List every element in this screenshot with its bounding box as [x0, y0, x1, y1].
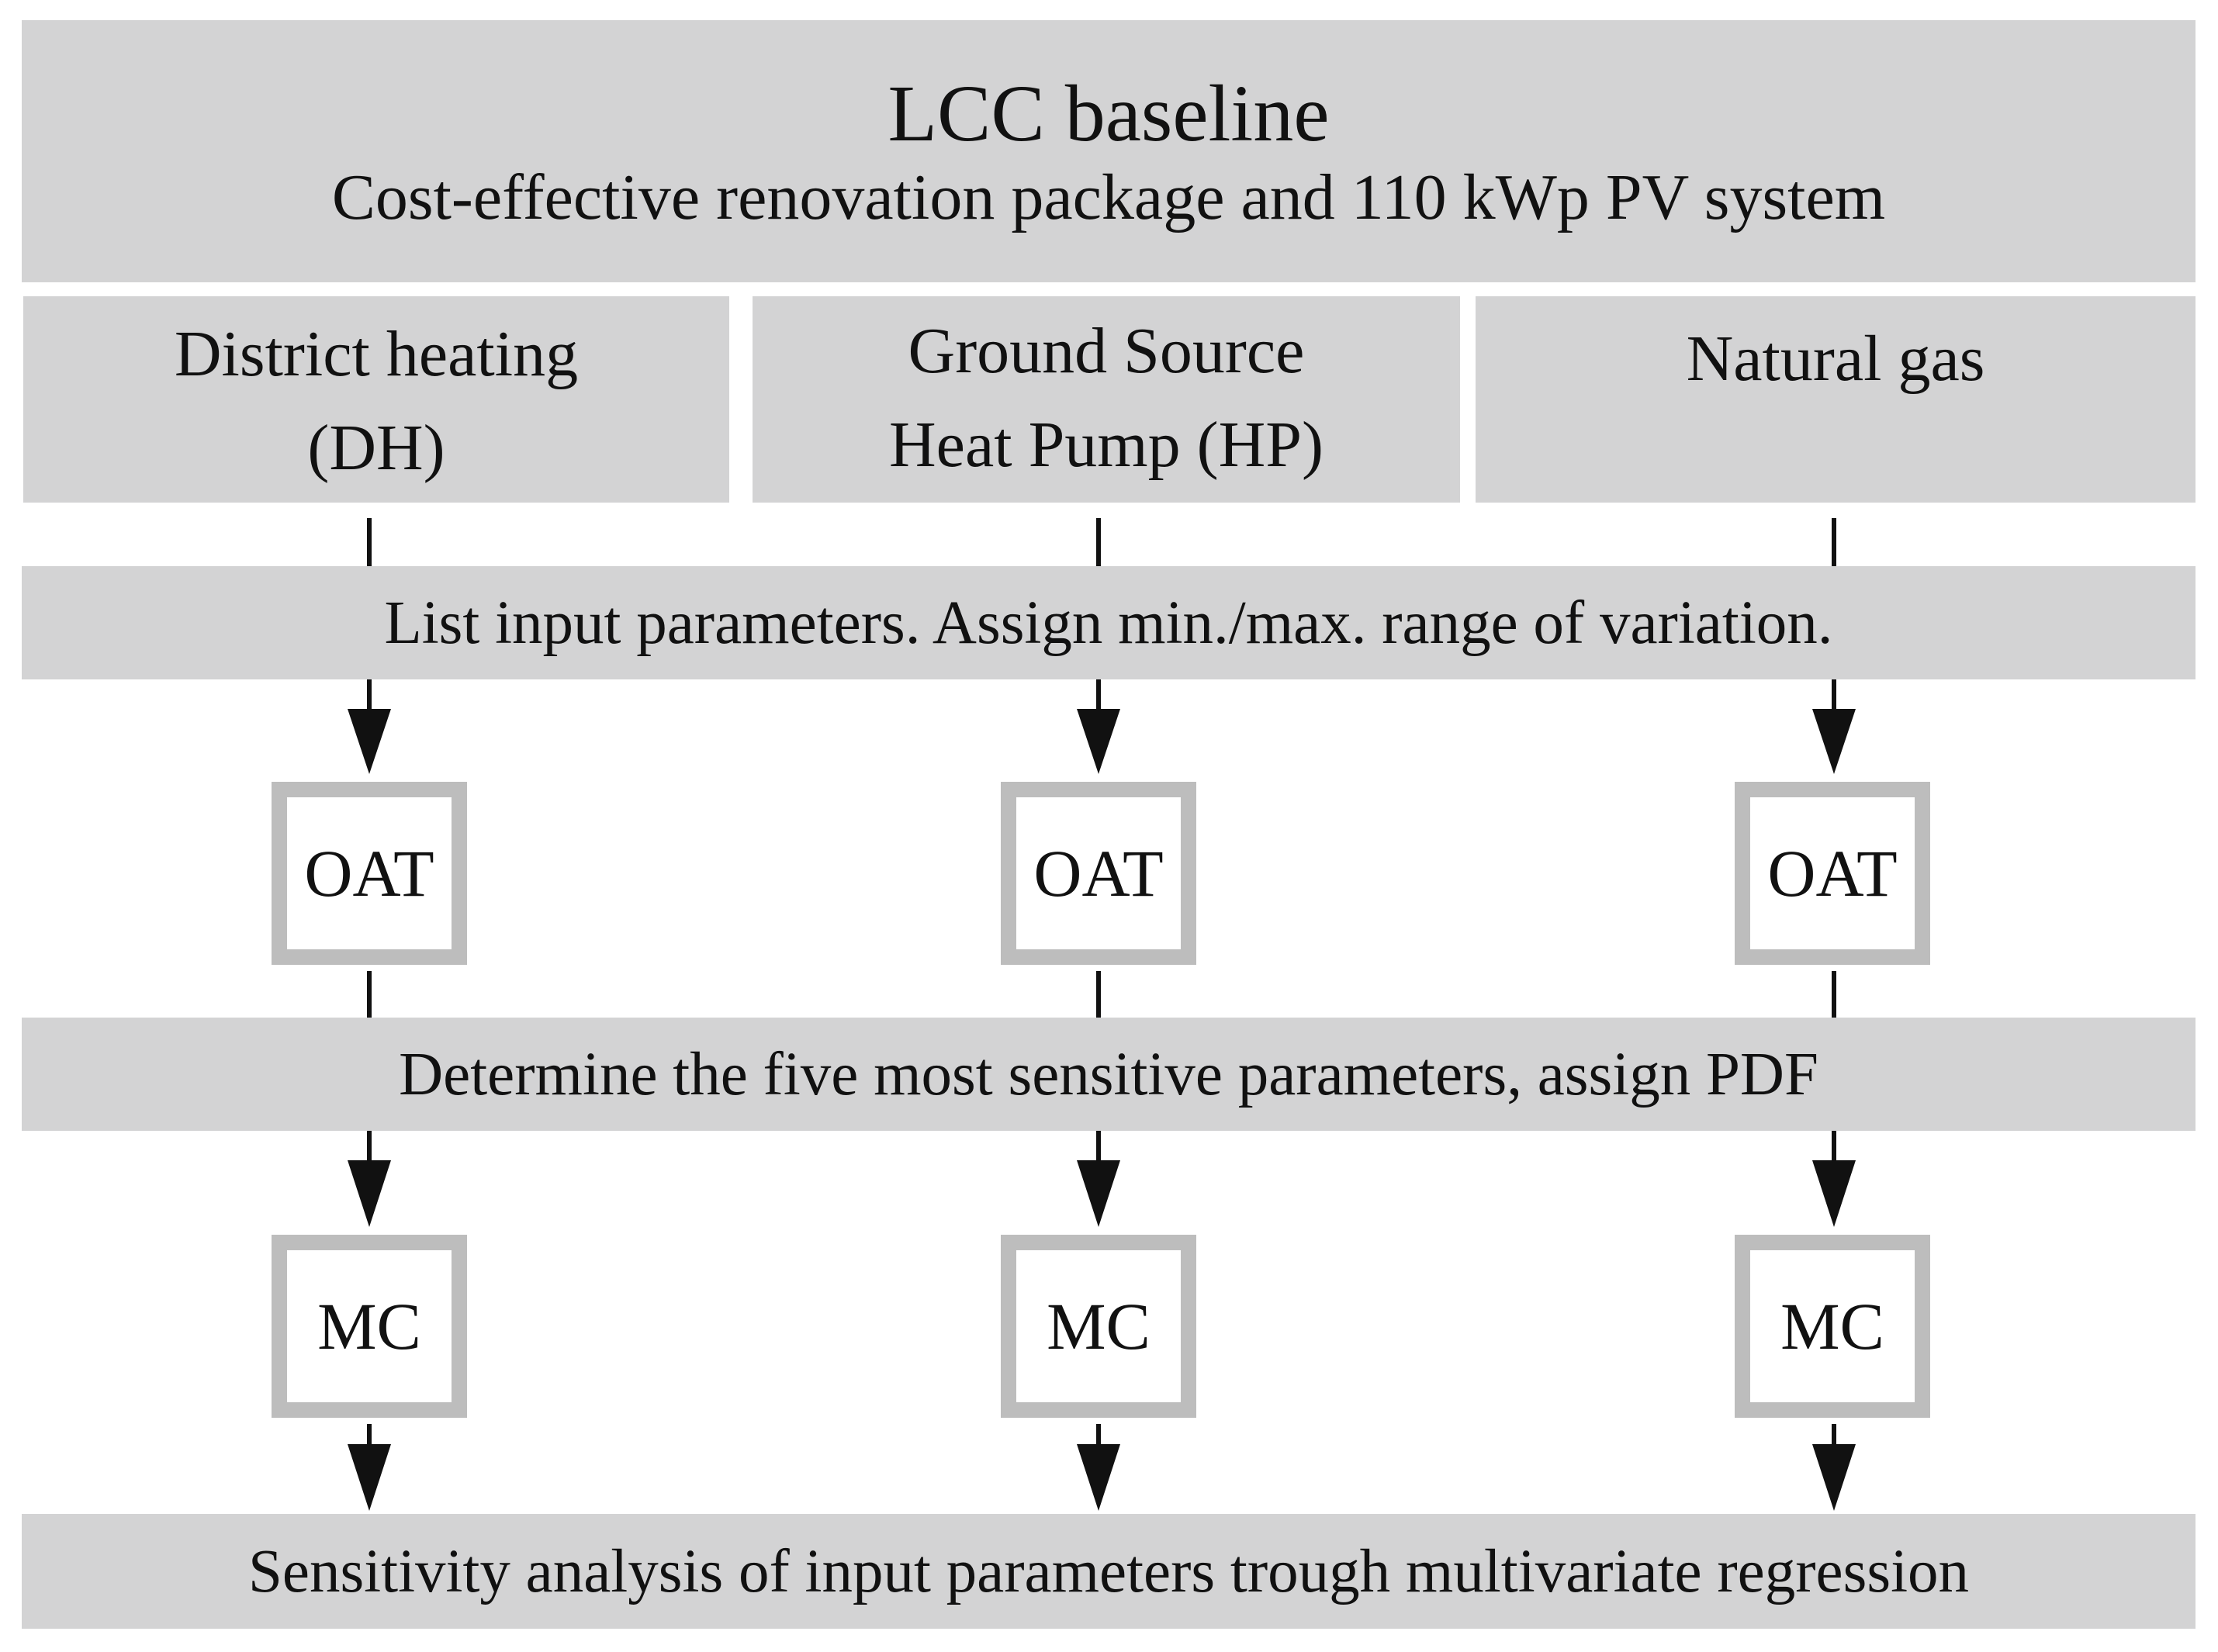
- arrowhead-icon: [348, 709, 391, 774]
- option-line: (DH): [307, 412, 445, 484]
- mc-node-hp: MC: [1001, 1235, 1196, 1418]
- option-line: Natural gas: [1686, 323, 1985, 395]
- option-line: Heat Pump (HP): [889, 409, 1324, 481]
- diagram-title: LCC baseline: [888, 68, 1330, 158]
- arrowhead-icon: [1077, 1444, 1120, 1511]
- arrowhead-icon: [348, 1444, 391, 1511]
- step-text: List input parameters. Assign min./max. range of variation.: [384, 589, 1833, 657]
- arrowhead-icon: [348, 1160, 391, 1227]
- arrowhead-icon: [1812, 1160, 1856, 1227]
- oat-node-hp: OAT: [1001, 782, 1196, 965]
- step-text: Determine the five most sensitive parameters, assign PDF: [399, 1040, 1818, 1108]
- oat-node-gas: OAT: [1735, 782, 1930, 965]
- diagram-subtitle: Cost-effective renovation package and 110 kWp PV system: [331, 161, 1886, 233]
- oat-node-dh: OAT: [272, 782, 467, 965]
- mc-node-gas: MC: [1735, 1235, 1930, 1418]
- mc-node-dh: MC: [272, 1235, 467, 1418]
- arrowhead-icon: [1812, 1444, 1856, 1511]
- arrowhead-icon: [1077, 1160, 1120, 1227]
- option-line: Ground Source: [908, 315, 1305, 387]
- step-text: Sensitivity analysis of input parameters trough multivariate regression: [247, 1537, 1970, 1605]
- arrowhead-icon: [1077, 709, 1120, 774]
- option-line: District heating: [174, 318, 579, 390]
- arrowhead-icon: [1812, 709, 1856, 774]
